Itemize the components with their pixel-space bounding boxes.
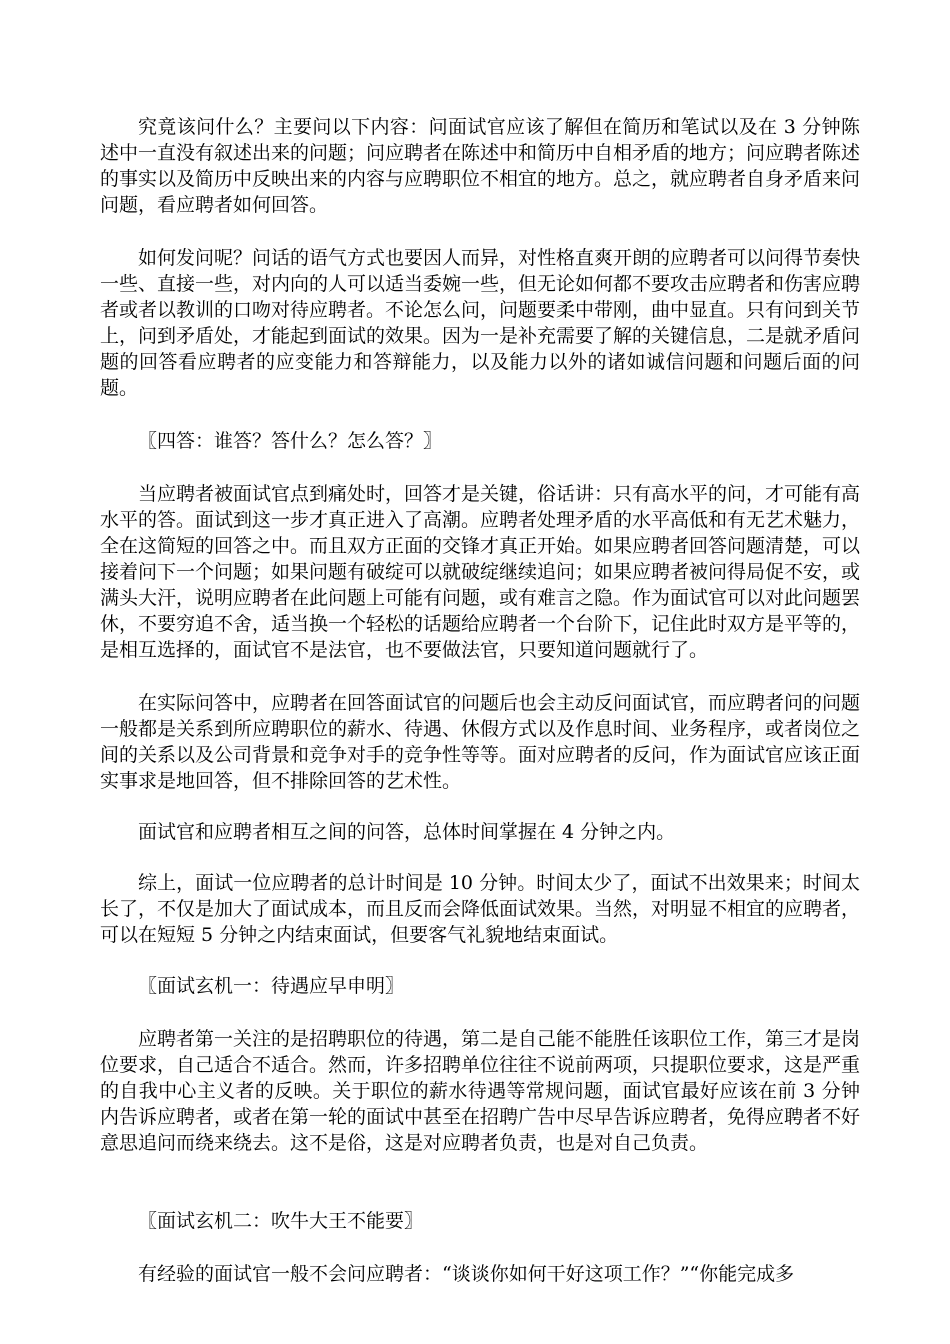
section-heading-secret-one: 〖面试玄机一：待遇应早申明〗 xyxy=(138,975,405,997)
paragraph-answering: 当应聘者被面试官点到痛处时，回答才是关键，俗话讲：只有高水平的问，才可能有高水平的答。面试到这一步才真正进入了高潮。应聘者处理矛盾的水平高低和有无艺术魅力，全在这简短的回答之中。而且双方正面的交锋才真正开始。如果应聘者回答问题清楚，可以接着问下一个问题；如果问题有破绽可以就破绽继续追问；如果应聘者被问得局促不安，或满头大汗，说明应聘者在此问题上可能有问题，或有难言之隐。作为面试官可以对此问题罢休，不要穷追不舍，适当换一个轻松的话题给应聘者一个台阶下，记住此时双方是平等的，是相互选择的，面试官不是法官，也不要做法官，只要知道问题就行了。 xyxy=(100,483,861,661)
document-page xyxy=(100,114,860,1287)
paragraph-how-to-ask: 如何发问呢？问话的语气方式也要因人而异，对性格直爽开朗的应聘者可以问得节奏快一些、直接一些，对内向的人可以适当委婉一些，但无论如何都不要攻击应聘者和伤害应聘者或者以教训的口吻对待应聘者。不论怎么问，问题要柔中带刚，曲中显直。只有问到关节上，问到矛盾处，才能起到面试的效果。因为一是补充需要了解的关键信息，二是就矛盾问题的回答看应聘者的应变能力和答辩能力，以及能力以外的诸如诚信问题和问题后面的问题。 xyxy=(100,247,861,399)
paragraph-reverse-questions: 在实际问答中，应聘者在回答面试官的问题后也会主动反问面试官，而应聘者问的问题一般都是关系到所应聘职位的薪水、待遇、休假方式以及作息时间、业务程序，或者岗位之间的关系以及公司背景和竞争对手的竞争性等等。面对应聘者的反问，作为面试官应该正面实事求是地回答，但不排除回答的艺术性。 xyxy=(100,692,861,792)
section-heading-secret-two: 〖面试玄机二：吹牛大王不能要〗 xyxy=(138,1210,424,1232)
paragraph-experienced-interviewer: 有经验的面试官一般不会问应聘者：“谈谈你如何干好这项工作？”“你能完成多 xyxy=(138,1263,795,1285)
section-heading-four-answers: 〖四答：谁答？答什么？怎么答？〗 xyxy=(138,430,443,452)
paragraph-salary-early: 应聘者第一关注的是招聘职位的待遇，第二是自己能不能胜任该职位工作，第三才是岗位要求，自己适合不适合。然而，许多招聘单位往往不说前两项，只提职位要求，这是严重的自我中心主义者的反映。关于职位的薪水待遇等常规问题，面试官最好应该在前 3 分钟内告诉应聘者，或者在第一轮的面试中甚至在招聘广告中尽早告诉应聘者，免得应聘者不好意思追问而绕来绕去。这不是俗，这是对应聘者负责，也是对自己负责。 xyxy=(100,1028,861,1154)
paragraph-what-to-ask: 究竟该问什么？主要问以下内容：问面试官应该了解但在简历和笔试以及在 3 分钟陈述中一直没有叙述出来的问题；问应聘者在陈述中和简历中自相矛盾的地方；问应聘者陈述的事实以及简历中反映出来的内容与应聘职位不相宜的地方。总之，就应聘者自身矛盾来问问题，看应聘者如何回答。 xyxy=(100,116,861,216)
paragraph-four-minutes: 面试官和应聘者相互之间的问答，总体时间掌握在 4 分钟之内。 xyxy=(138,821,676,843)
paragraph-summary-ten-minutes: 综上，面试一位应聘者的总计时间是 10 分钟。时间太少了，面试不出效果来；时间太长了，不仅是加大了面试成本，而且反而会降低面试效果。当然，对明显不相宜的应聘者，可以在短短 5 分钟之内结束面试，但要客气礼貌地结束面试。 xyxy=(100,872,861,946)
